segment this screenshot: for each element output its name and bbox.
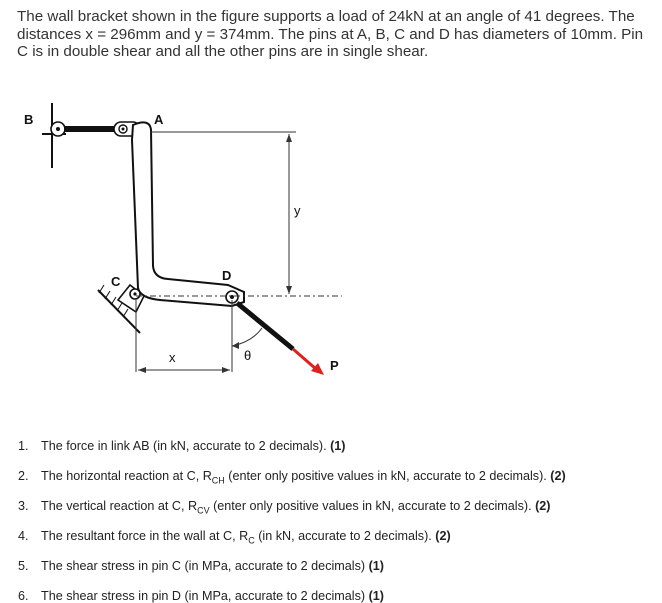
label-theta: θ xyxy=(244,348,252,363)
label-x: x xyxy=(169,350,176,365)
link-ab xyxy=(64,126,120,132)
load-arrow xyxy=(293,349,316,369)
question-3: 3. The vertical reaction at C, $R_{CV}$ (enter only positive values in kN, accurate to 2 decimals). (2) xyxy=(18,499,551,516)
label-p: P xyxy=(330,358,339,373)
label-c: C xyxy=(111,274,121,289)
label-a: A xyxy=(154,112,164,127)
problem-statement: The wall bracket shown in the figure supports a load of 24kN at an angle of 41 degrees. The distances x = 296mm and y = 374mm. The pins at A, B, C and D has diameters of 10mm. Pin C is in double shear and all the other pins are in single shear. xyxy=(17,8,644,60)
label-d: D xyxy=(222,268,232,283)
question-1: 1. The force in link AB (in kN, accurate to 2 decimals). (1) xyxy=(18,439,346,453)
question-6: 6. The shear stress in pin D (in MPa, accurate to 2 decimals) (1) xyxy=(18,589,384,603)
question-4: 4. The resultant force in the wall at C, $R_C$ (in kN, accurate to 2 decimals). (2) xyxy=(18,529,451,546)
label-b: B xyxy=(24,112,34,127)
question-5: 5. The shear stress in pin C (in MPa, accurate to 2 decimals) (1) xyxy=(18,559,384,573)
question-2: 2. The horizontal reaction at C, $R_{CH}$ (enter only positive values in kN, accurate to 2 decimals). (2) xyxy=(18,469,566,486)
theta-arc xyxy=(232,328,262,346)
label-y: y xyxy=(294,203,301,218)
